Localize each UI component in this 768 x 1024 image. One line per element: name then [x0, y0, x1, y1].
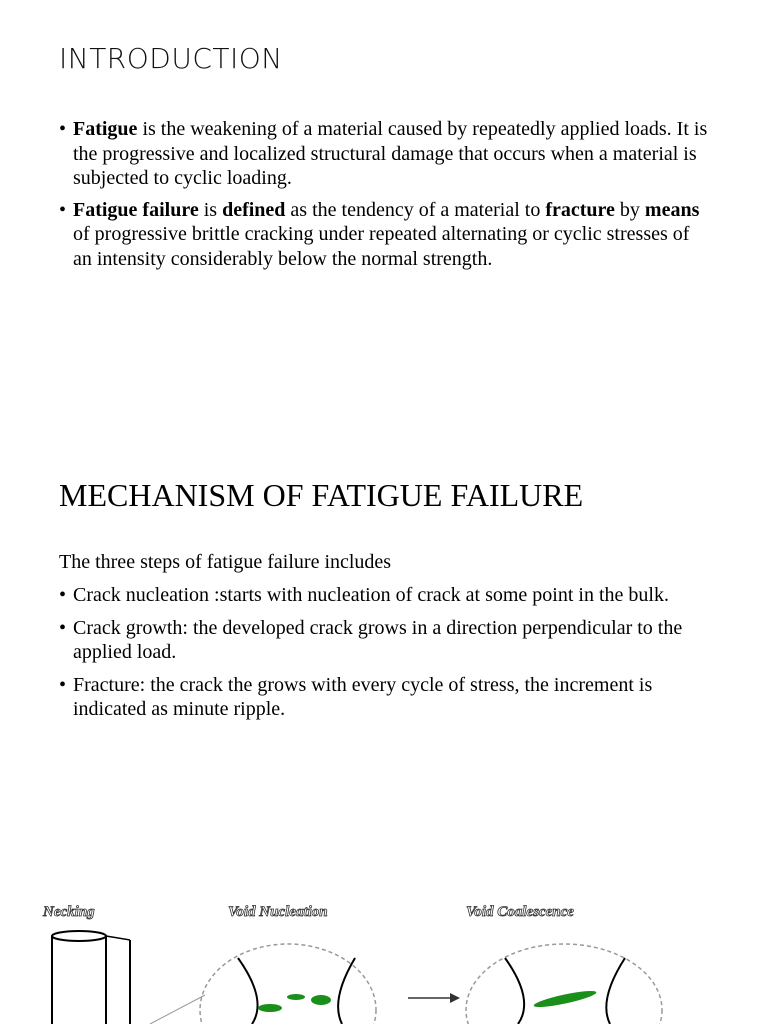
void-shape — [311, 995, 331, 1005]
void-shape — [258, 1004, 282, 1012]
void-nucleation-zoom — [200, 944, 376, 1024]
intro-bullet-fatigue — [59, 117, 709, 191]
term-fatigue: Fatigue — [73, 118, 138, 140]
label-void-coalescence: Void Coalescence — [466, 904, 574, 920]
bullet-dot: • — [59, 198, 67, 221]
mechanism-intro: The three steps of fatigue failure includes — [59, 551, 392, 573]
arrow-icon — [408, 993, 460, 1003]
bullet-text: by — [614, 198, 645, 221]
label-necking: Necking — [43, 904, 95, 920]
step-crack-growth — [59, 616, 709, 665]
bullet-dot: • — [59, 673, 67, 696]
intro-bullet-list — [59, 117, 709, 278]
step-text: Fracture: the crack the grows with every cycle of stress, the increment is indicated as minute ripple. — [73, 673, 653, 720]
bullet-text: as the tendency of a material to — [285, 198, 546, 221]
bullet-text: is the weakening of a material caused by repeatedly applied loads. It is the progressive and localized structural damage that occurs when a material is subjected to cyclic loading. — [73, 118, 708, 189]
bullet-text: of progressive brittle cracking under repeated alternating or cyclic stresses of an intensity considerably below the normal strength. — [73, 223, 690, 270]
step-crack-nucleation — [59, 583, 709, 608]
necking-specimen — [52, 931, 130, 1024]
intro-bullet-fatigue-failure — [59, 198, 709, 272]
bullet-dot: • — [59, 118, 67, 140]
label-void-nucleation: Void Nucleation — [228, 904, 328, 920]
term-fatigue-failure: Fatigue failure — [73, 198, 199, 221]
step-text: Crack growth: the developed crack grows in a direction perpendicular to the applied load. — [73, 616, 683, 663]
term-defined: defined — [222, 198, 286, 221]
term-fracture: fracture — [545, 198, 615, 221]
step-fracture — [59, 673, 709, 722]
step-text: Crack nucleation :starts with nucleation of crack at some point in the bulk. — [73, 584, 669, 606]
intro-title: INTRODUCTION — [59, 42, 283, 75]
bullet-dot: • — [59, 616, 67, 639]
zoom-leader-line — [150, 995, 205, 1024]
bullet-dot: • — [59, 584, 67, 606]
mechanism-steps-list — [59, 583, 709, 730]
void-coalescence-zoom — [466, 944, 662, 1024]
void-shape — [287, 994, 305, 1000]
void-shape — [533, 988, 597, 1010]
ductile-fracture-diagram — [0, 880, 768, 1024]
bullet-text: is — [198, 198, 223, 221]
mechanism-title: MECHANISM OF FATIGUE FAILURE — [59, 477, 584, 513]
term-means: means — [644, 198, 700, 221]
